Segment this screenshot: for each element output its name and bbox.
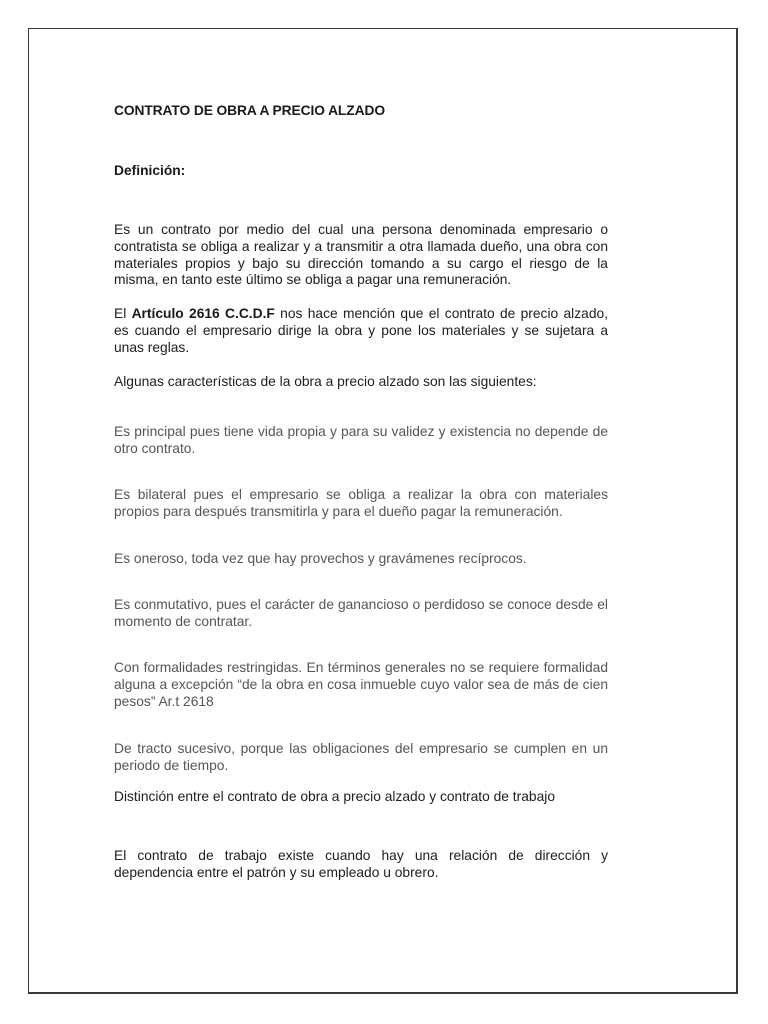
characteristic-item: Es principal pues tiene vida propia y para su validez y existencia no depende de otro contrato. [114, 424, 608, 456]
article-reference: Artículo 2616 C.C.D.F [131, 306, 275, 321]
article-paragraph [114, 306, 608, 356]
document-title: CONTRATO DE OBRA A PRECIO ALZADO [114, 103, 385, 118]
characteristics-intro: Algunas características de la obra a precio alzado son las siguientes: [114, 374, 537, 389]
characteristic-item: Es conmutativo, pues el carácter de ganancioso o perdidoso se conoce desde el momento de contratar. [114, 597, 608, 629]
distinction-heading: Distinción entre el contrato de obra a precio alzado y contrato de trabajo [114, 789, 555, 804]
definition-paragraph: Es un contrato por medio del cual una persona denominada empresario o contratista se obliga a realizar y a transmitir a otra llamada dueño, una obra con materiales propios y bajo su dirección tomando a su cargo el riesgo de la misma, en tanto este último se obliga a pagar una remuneración. [114, 222, 608, 288]
definition-heading: Definición: [114, 163, 186, 178]
characteristic-item: De tracto sucesivo, porque las obligaciones del empresario se cumplen en un periodo de tiempo. [114, 741, 608, 773]
characteristic-item: Es bilateral pues el empresario se obliga a realizar la obra con materiales propios para después transmitirla y para el dueño pagar la remuneración. [114, 487, 608, 519]
characteristic-item: Con formalidades restringidas. En términos generales no se requiere formalidad alguna a excepción “de la obra en cosa inmueble cuyo valor sea de más de cien pesos” Ar.t 2618 [114, 660, 608, 709]
article-prefix: El [114, 306, 132, 321]
article-rest: nos hace mención que el contrato de precio alzado, es cuando el empresario dirige la obra y pone los materiales y se sujetara a unas reglas. [114, 306, 608, 355]
distinction-paragraph: El contrato de trabajo existe cuando hay una relación de dirección y dependencia entre el patrón y su empleado u obrero. [114, 848, 608, 880]
characteristic-item: Es oneroso, toda vez que hay provechos y gravámenes recíprocos. [114, 551, 527, 566]
